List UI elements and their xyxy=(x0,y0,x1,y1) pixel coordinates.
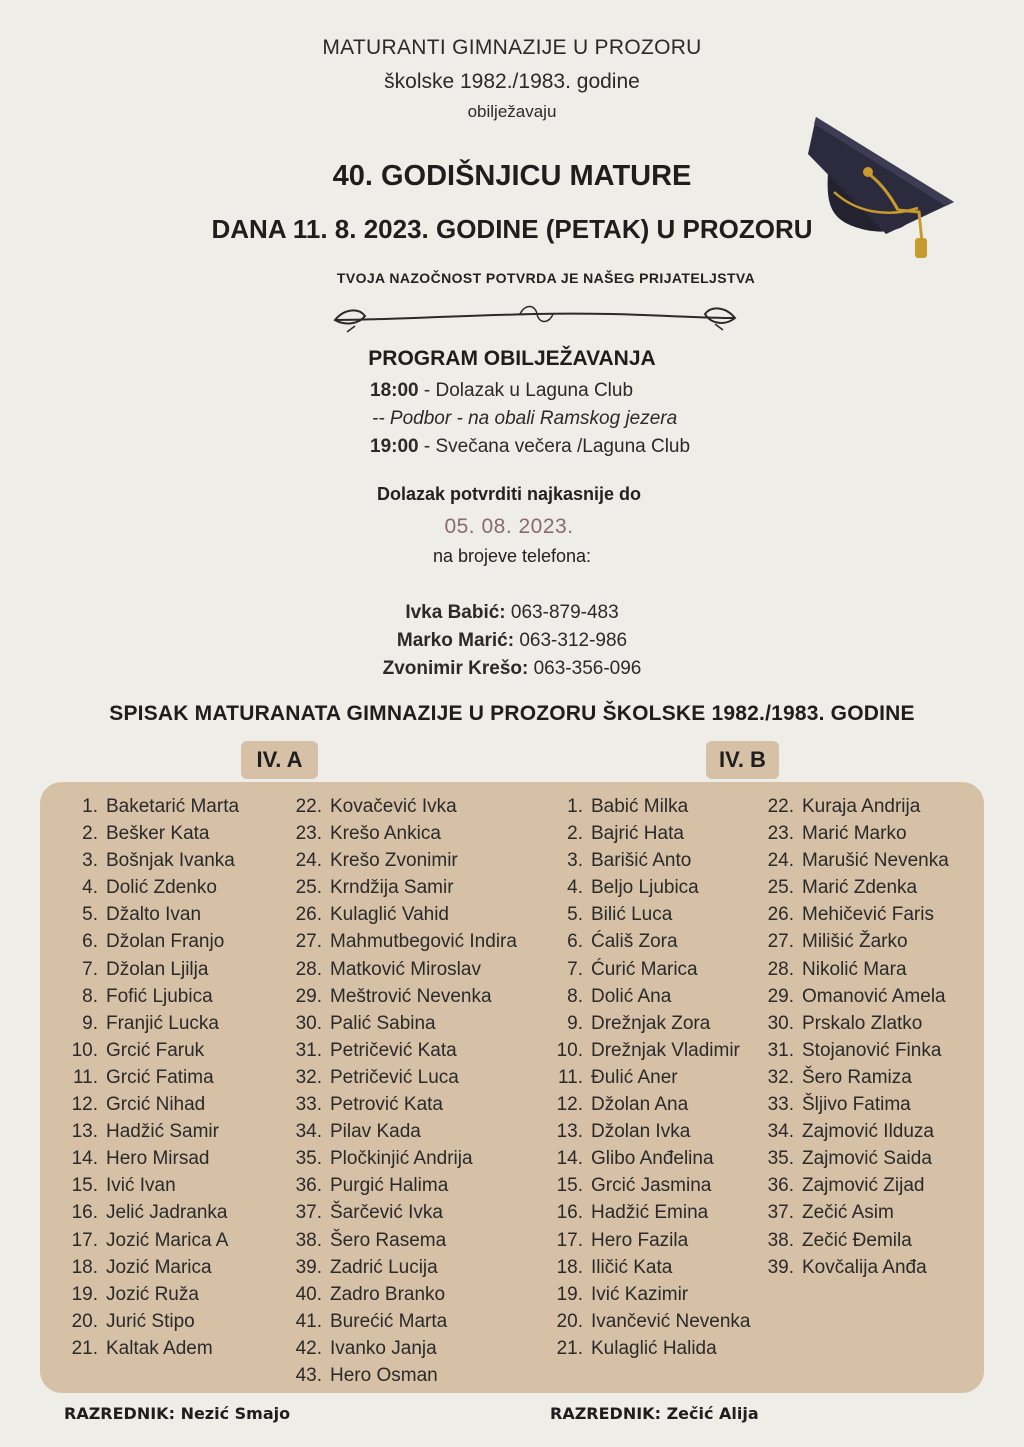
item-number: 20. xyxy=(71,1310,98,1332)
student-name: Drežnjak Zora xyxy=(591,1012,711,1034)
item-number: 13. xyxy=(556,1121,583,1143)
student-name: Krndžija Samir xyxy=(330,877,454,899)
list-item xyxy=(62,874,239,901)
list-item xyxy=(288,1227,517,1254)
student-name: Prskalo Zlatko xyxy=(802,1012,923,1034)
student-name: Džolan Ivka xyxy=(591,1121,691,1143)
list-item xyxy=(288,820,517,847)
list-item xyxy=(62,1037,239,1064)
item-number: 5. xyxy=(567,904,583,926)
student-name: Mehičević Faris xyxy=(802,904,934,926)
student-list-ivb-col2 xyxy=(762,793,949,1281)
ornamental-divider-icon xyxy=(325,296,745,336)
item-number: 27. xyxy=(767,931,794,953)
item-number: 27. xyxy=(295,931,322,953)
list-item xyxy=(762,1227,949,1254)
student-name: Kuraja Andrija xyxy=(802,796,921,817)
item-number: 43. xyxy=(295,1364,322,1386)
list-item xyxy=(548,1037,750,1064)
list-item xyxy=(288,1118,517,1145)
student-name: Šero Rasema xyxy=(330,1229,447,1251)
list-item xyxy=(288,1064,517,1091)
item-number: 29. xyxy=(767,985,794,1007)
item-number: 4. xyxy=(567,877,583,899)
list-item xyxy=(288,956,517,983)
student-name: Grcić Nihad xyxy=(106,1094,206,1116)
item-number: 39. xyxy=(767,1256,794,1278)
student-name: Baketarić Marta xyxy=(106,796,240,817)
item-number: 19. xyxy=(71,1283,98,1305)
student-name: Beljo Ljubica xyxy=(591,877,699,899)
list-item xyxy=(62,1010,239,1037)
student-name: Zajmović Saida xyxy=(802,1148,932,1170)
list-item xyxy=(548,1227,750,1254)
item-number: 34. xyxy=(295,1121,322,1143)
item-number: 8. xyxy=(567,985,583,1007)
student-name: Jurić Stipo xyxy=(106,1310,195,1332)
item-number: 7. xyxy=(567,958,583,980)
list-item xyxy=(762,1091,949,1118)
item-number: 20. xyxy=(556,1310,583,1332)
list-item xyxy=(62,956,239,983)
student-name: Kulaglić Halida xyxy=(591,1337,717,1359)
student-name: Džolan Franjo xyxy=(106,931,225,953)
student-name: Hero Mirsad xyxy=(106,1148,210,1170)
item-number: 12. xyxy=(71,1094,98,1116)
list-item xyxy=(62,1308,239,1335)
item-number: 33. xyxy=(295,1094,322,1116)
student-name: Zadrić Lucija xyxy=(330,1256,438,1278)
list-item xyxy=(762,983,949,1010)
item-number: 22. xyxy=(767,796,794,817)
student-name: Dolić Ana xyxy=(591,985,672,1007)
item-number: 16. xyxy=(556,1202,583,1224)
item-number: 38. xyxy=(295,1229,322,1251)
item-number: 2. xyxy=(82,823,98,845)
student-name: Marić Marko xyxy=(802,823,907,845)
item-number: 39. xyxy=(295,1256,322,1278)
list-item xyxy=(288,1335,517,1362)
student-name: Bajrić Hata xyxy=(591,823,684,845)
item-number: 33. xyxy=(767,1094,794,1116)
student-name: Glibo Anđelina xyxy=(591,1148,714,1170)
item-number: 38. xyxy=(767,1229,794,1251)
item-number: 26. xyxy=(295,904,322,926)
student-name: Kulaglić Vahid xyxy=(330,904,450,926)
date-line: DANA 11. 8. 2023. GODINE (PETAK) U PROZORU xyxy=(211,214,813,244)
item-number: 13. xyxy=(71,1121,98,1143)
student-name: Krešo Zvonimir xyxy=(330,850,458,872)
item-number: 40. xyxy=(295,1283,322,1305)
header-line-2: školske 1982./1983. godine xyxy=(384,70,640,93)
list-item xyxy=(62,1172,239,1199)
student-name: Džalto Ivan xyxy=(106,904,202,926)
student-name: Petričević Luca xyxy=(330,1066,459,1088)
list-item xyxy=(288,1145,517,1172)
student-name: Stojanović Finka xyxy=(802,1039,942,1061)
student-name: Barišić Anto xyxy=(591,850,692,872)
item-number: 19. xyxy=(556,1283,583,1305)
razrednik-iva: RAZREDNIK: Nezić Smajo xyxy=(64,1404,291,1423)
item-number: 14. xyxy=(71,1148,98,1170)
student-name: Kaltak Adem xyxy=(106,1337,213,1359)
item-number: 15. xyxy=(71,1175,98,1197)
list-item xyxy=(62,820,239,847)
rsvp-deadline: 05. 08. 2023. xyxy=(444,515,574,538)
item-number: 7. xyxy=(82,958,98,980)
item-number: 23. xyxy=(767,823,794,845)
student-name: Kovčalija Anđa xyxy=(802,1256,927,1278)
rsvp-label: Dolazak potvrditi najkasnije do xyxy=(376,484,642,504)
student-name: Franjić Lucka xyxy=(106,1012,219,1034)
student-name: Ćališ Zora xyxy=(591,931,678,953)
header-line-1: MATURANTI GIMNAZIJE U PROZORU xyxy=(322,36,702,59)
list-item xyxy=(288,1362,517,1389)
list-item xyxy=(62,1281,239,1308)
class-label-ivb: IV. B xyxy=(706,741,779,779)
list-item xyxy=(548,1010,750,1037)
list-item xyxy=(548,1335,750,1362)
item-number: 18. xyxy=(71,1256,98,1278)
list-item xyxy=(548,1064,750,1091)
item-number: 1. xyxy=(567,796,583,817)
list-item xyxy=(288,793,517,820)
item-number: 24. xyxy=(295,850,322,872)
list-item xyxy=(762,820,949,847)
list-item xyxy=(762,1199,949,1226)
list-item xyxy=(548,956,750,983)
list-item xyxy=(548,820,750,847)
list-item xyxy=(62,1091,239,1118)
list-item xyxy=(548,1118,750,1145)
student-name: Hero Fazila xyxy=(591,1229,689,1251)
item-number: 22. xyxy=(295,796,322,817)
list-item xyxy=(762,1037,949,1064)
item-number: 3. xyxy=(82,850,98,872)
motto: TVOJA NAZOČNOST POTVRDA JE NAŠEG PRIJATELJSTVA xyxy=(336,270,756,286)
list-item xyxy=(762,901,949,928)
item-number: 11. xyxy=(72,1066,98,1088)
list-item xyxy=(762,928,949,955)
list-item xyxy=(548,1199,750,1226)
list-item xyxy=(762,847,949,874)
item-number: 31. xyxy=(295,1039,322,1061)
headline: 40. GODIŠNJICU MATURE xyxy=(332,160,692,192)
list-item xyxy=(62,1145,239,1172)
student-name: Jozić Ruža xyxy=(106,1283,199,1305)
item-number: 2. xyxy=(567,823,583,845)
list-item xyxy=(762,1064,949,1091)
list-item xyxy=(548,1091,750,1118)
item-number: 6. xyxy=(82,931,98,953)
item-number: 28. xyxy=(295,958,322,980)
item-number: 32. xyxy=(767,1066,794,1088)
student-name: Đulić Aner xyxy=(591,1066,678,1088)
list-item xyxy=(288,928,517,955)
item-number: 14. xyxy=(556,1148,583,1170)
item-number: 26. xyxy=(767,904,794,926)
student-name: Šljivo Fatima xyxy=(802,1094,911,1116)
item-number: 5. xyxy=(82,904,98,926)
item-number: 17. xyxy=(71,1229,98,1251)
list-item xyxy=(288,1010,517,1037)
contact-line: Marko Marić: 063-312-986 xyxy=(396,630,628,651)
student-name: Palić Sabina xyxy=(330,1012,436,1034)
list-item xyxy=(62,1118,239,1145)
item-number: 8. xyxy=(82,985,98,1007)
student-name: Marušić Nevenka xyxy=(802,850,949,872)
item-number: 11. xyxy=(557,1066,583,1088)
student-list-iva-col2 xyxy=(288,793,517,1389)
student-name: Zadro Branko xyxy=(330,1283,446,1305)
student-name: Nikolić Mara xyxy=(802,958,907,980)
item-number: 25. xyxy=(767,877,794,899)
list-item xyxy=(288,1091,517,1118)
student-name: Mahmutbegović Indira xyxy=(330,931,517,953)
student-name: Purgić Halima xyxy=(330,1175,449,1197)
student-name: Ivić Ivan xyxy=(106,1175,176,1197)
item-number: 4. xyxy=(82,877,98,899)
student-name: Zajmović Ilduza xyxy=(802,1121,934,1143)
list-item xyxy=(762,1145,949,1172)
student-name: Marić Zdenka xyxy=(802,877,918,899)
item-number: 35. xyxy=(295,1148,322,1170)
student-name: Fofić Ljubica xyxy=(106,985,213,1007)
student-name: Jelić Jadranka xyxy=(106,1202,228,1224)
student-name: Grcić Faruk xyxy=(106,1039,205,1061)
list-title: SPISAK MATURANATA GIMNAZIJE U PROZORU ŠKOLSKE 1982./1983. GODINE xyxy=(109,702,915,725)
student-name: Burećić Marta xyxy=(330,1310,448,1332)
student-name: Jozić Marica xyxy=(106,1256,212,1278)
list-item xyxy=(762,1254,949,1281)
graduation-cap-icon xyxy=(806,112,956,267)
program-item: 19:00 - Svečana večera /Laguna Club xyxy=(370,436,691,457)
item-number: 25. xyxy=(295,877,322,899)
student-name: Bilić Luca xyxy=(591,904,673,926)
item-number: 30. xyxy=(295,1012,322,1034)
student-name: Dolić Zdenko xyxy=(106,877,217,899)
student-name: Pločkinjić Andrija xyxy=(330,1148,473,1170)
razrednik-ivb: RAZREDNIK: Zečić Alija xyxy=(550,1404,759,1423)
student-name: Bešker Kata xyxy=(106,823,210,845)
item-number: 17. xyxy=(556,1229,583,1251)
student-name: Matković Miroslav xyxy=(330,958,481,980)
student-name: Petrović Kata xyxy=(330,1094,443,1116)
list-item xyxy=(548,847,750,874)
contact-line: Ivka Babić: 063-879-483 xyxy=(405,602,619,623)
list-item xyxy=(548,1172,750,1199)
class-label-iva: IV. A xyxy=(241,741,318,779)
item-number: 23. xyxy=(295,823,322,845)
item-number: 31. xyxy=(767,1039,794,1061)
student-name: Grcić Jasmina xyxy=(591,1175,712,1197)
student-list-ivb-col1 xyxy=(548,793,750,1362)
list-item xyxy=(62,928,239,955)
list-item xyxy=(762,1172,949,1199)
list-item xyxy=(548,793,750,820)
list-item xyxy=(62,1227,239,1254)
student-name: Petričević Kata xyxy=(330,1039,457,1061)
program-title: PROGRAM OBILJEŽAVANJA xyxy=(368,347,656,370)
list-item xyxy=(762,874,949,901)
item-number: 9. xyxy=(82,1012,98,1034)
item-number: 41. xyxy=(295,1310,322,1332)
item-number: 10. xyxy=(71,1039,98,1061)
program-item: -- Podbor - na obali Ramskog jezera xyxy=(372,408,678,429)
list-item xyxy=(62,793,239,820)
student-name: Džolan Ljilja xyxy=(106,958,209,980)
list-item xyxy=(548,1145,750,1172)
item-number: 18. xyxy=(556,1256,583,1278)
item-number: 21. xyxy=(71,1337,98,1359)
list-item xyxy=(288,1037,517,1064)
list-item xyxy=(548,874,750,901)
item-number: 32. xyxy=(295,1066,322,1088)
student-name: Hadžić Samir xyxy=(106,1121,219,1143)
student-name: Drežnjak Vladimir xyxy=(591,1039,740,1061)
item-number: 9. xyxy=(567,1012,583,1034)
list-item xyxy=(62,1335,239,1362)
student-name: Meštrović Nevenka xyxy=(330,985,492,1007)
item-number: 35. xyxy=(767,1148,794,1170)
list-item xyxy=(762,1118,949,1145)
student-list-iva-col1 xyxy=(62,793,239,1362)
student-name: Zajmović Zijad xyxy=(802,1175,925,1197)
item-number: 21. xyxy=(556,1337,583,1359)
program-item: 18:00 - Dolazak u Laguna Club xyxy=(370,380,634,401)
student-name: Kovačević Ivka xyxy=(330,796,457,817)
item-number: 10. xyxy=(556,1039,583,1061)
student-name: Ivić Kazimir xyxy=(591,1283,689,1305)
list-item xyxy=(62,847,239,874)
student-name: Zečić Đemila xyxy=(802,1229,912,1251)
item-number: 36. xyxy=(295,1175,322,1197)
item-number: 28. xyxy=(767,958,794,980)
list-item xyxy=(62,983,239,1010)
list-item xyxy=(288,1199,517,1226)
student-name: Krešo Ankica xyxy=(330,823,441,845)
student-name: Jozić Marica A xyxy=(106,1229,229,1251)
list-item xyxy=(548,1254,750,1281)
student-name: Ćurić Marica xyxy=(591,958,698,980)
list-item xyxy=(288,901,517,928)
student-name: Hero Osman xyxy=(330,1364,438,1386)
student-name: Milišić Žarko xyxy=(802,931,908,953)
student-name: Zečić Asim xyxy=(802,1202,894,1224)
item-number: 6. xyxy=(567,931,583,953)
list-item xyxy=(762,1010,949,1037)
list-item xyxy=(548,901,750,928)
student-name: Šero Ramiza xyxy=(802,1066,912,1088)
item-number: 37. xyxy=(767,1202,794,1224)
list-item xyxy=(288,1172,517,1199)
list-item xyxy=(762,793,949,820)
student-name: Iličić Kata xyxy=(591,1256,673,1278)
list-item xyxy=(288,1254,517,1281)
item-number: 37. xyxy=(295,1202,322,1224)
list-item xyxy=(62,901,239,928)
item-number: 29. xyxy=(295,985,322,1007)
student-name: Džolan Ana xyxy=(591,1094,689,1116)
item-number: 16. xyxy=(71,1202,98,1224)
student-name: Ivanko Janja xyxy=(330,1337,437,1359)
item-number: 15. xyxy=(556,1175,583,1197)
item-number: 1. xyxy=(82,796,98,817)
list-item xyxy=(548,983,750,1010)
header-line-3: obilježavaju xyxy=(467,102,557,121)
list-item xyxy=(548,928,750,955)
item-number: 30. xyxy=(767,1012,794,1034)
item-number: 24. xyxy=(767,850,794,872)
contact-line: Zvonimir Krešo: 063-356-096 xyxy=(382,658,642,679)
item-number: 42. xyxy=(295,1337,322,1359)
list-item xyxy=(548,1308,750,1335)
list-item xyxy=(288,847,517,874)
list-item xyxy=(62,1064,239,1091)
student-name: Hadžić Emina xyxy=(591,1202,709,1224)
item-number: 36. xyxy=(767,1175,794,1197)
list-item xyxy=(288,1308,517,1335)
student-name: Šarčević Ivka xyxy=(330,1202,443,1224)
list-item xyxy=(288,983,517,1010)
student-name: Babić Milka xyxy=(591,796,689,817)
student-name: Pilav Kada xyxy=(330,1121,421,1143)
list-item xyxy=(548,1281,750,1308)
list-item xyxy=(62,1254,239,1281)
student-name: Ivančević Nevenka xyxy=(591,1310,751,1332)
list-item xyxy=(288,874,517,901)
item-number: 12. xyxy=(556,1094,583,1116)
phones-label: na brojeve telefona: xyxy=(432,546,592,566)
student-name: Omanović Amela xyxy=(802,985,946,1007)
item-number: 34. xyxy=(767,1121,794,1143)
list-item xyxy=(762,956,949,983)
student-name: Grcić Fatima xyxy=(106,1066,214,1088)
list-item xyxy=(288,1281,517,1308)
item-number: 3. xyxy=(567,850,583,872)
student-name: Bošnjak Ivanka xyxy=(106,850,235,872)
list-item xyxy=(62,1199,239,1226)
